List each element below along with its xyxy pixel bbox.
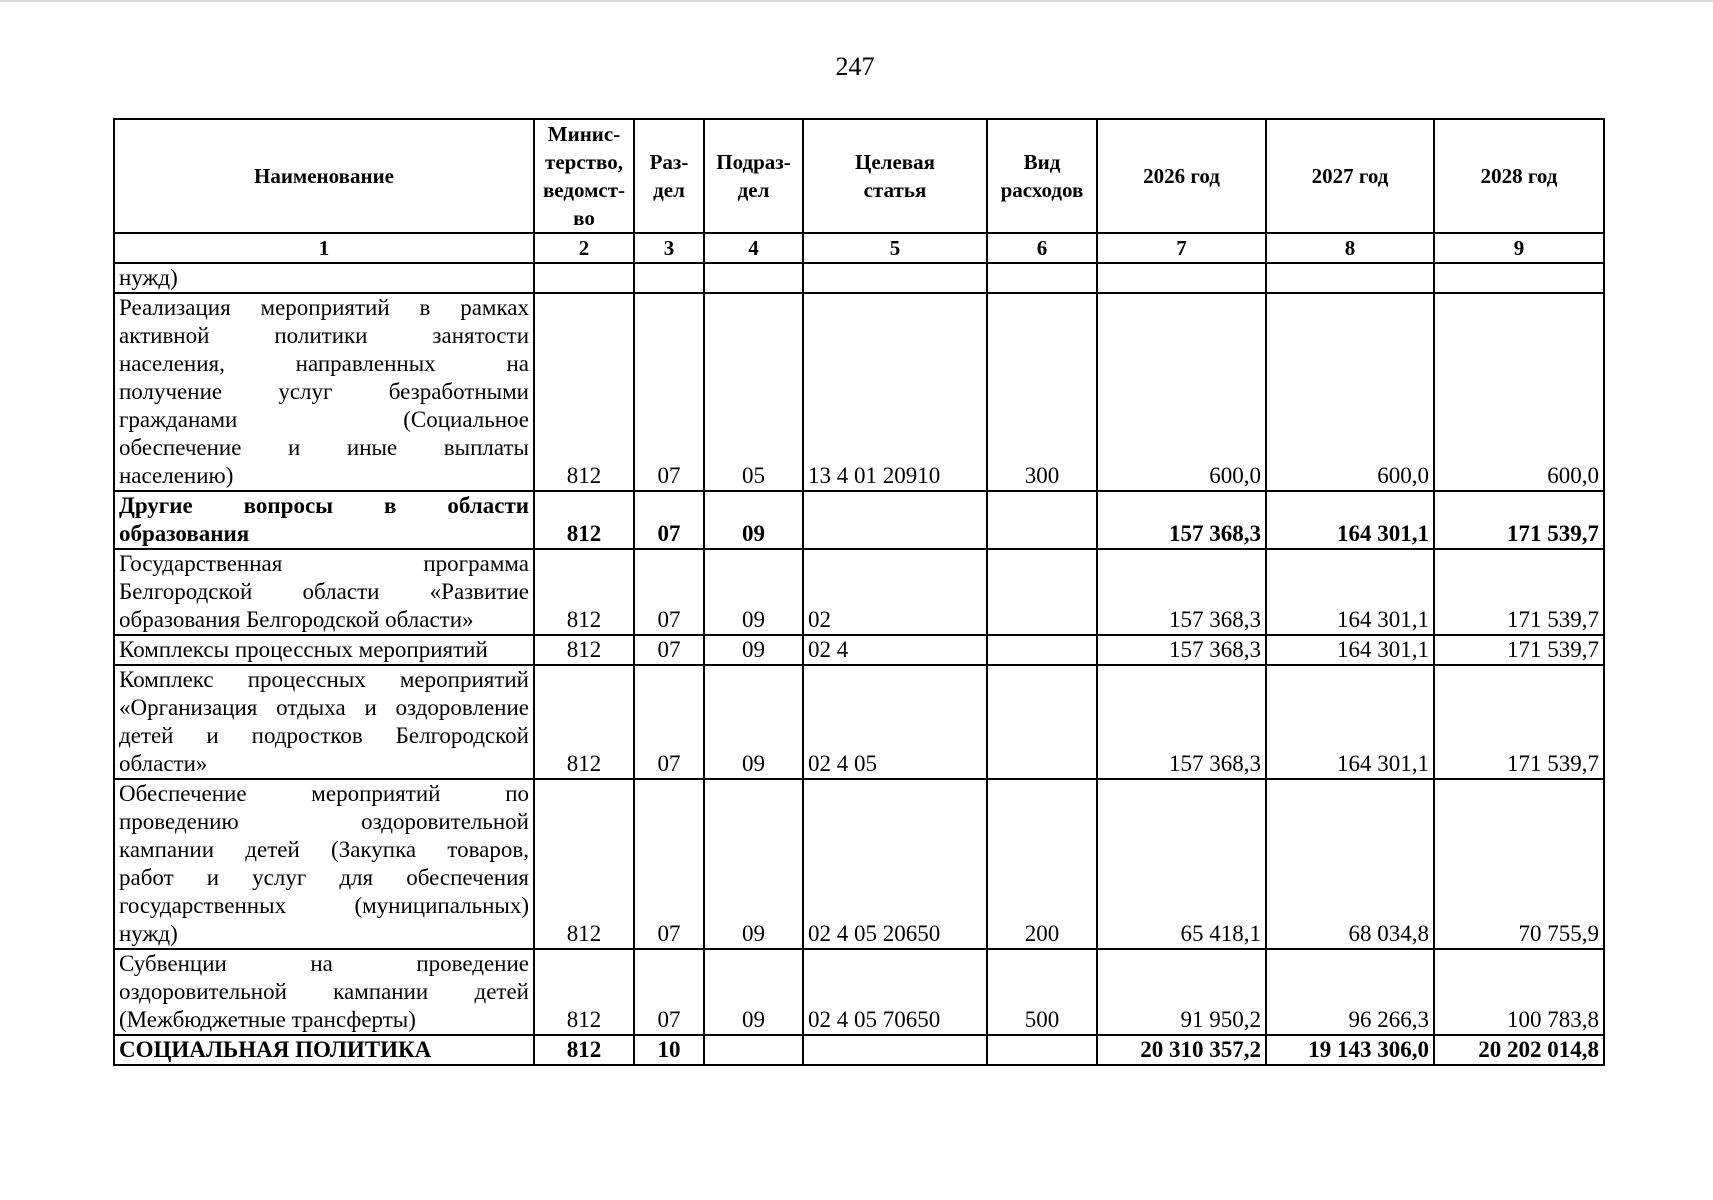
header-2026: 2026 год [1097,119,1266,233]
row-target-cell: 02 4 05 70650 [803,949,987,1035]
row-y2026-cell: 157 368,3 [1097,635,1266,665]
row-subsection-cell [704,1035,803,1065]
row-y2027-cell: 164 301,1 [1266,665,1434,779]
header-row [114,119,1604,233]
column-number: 5 [803,233,987,263]
row-y2028-cell: 20 202 014,8 [1434,1035,1604,1065]
row-y2026-cell: 157 368,3 [1097,665,1266,779]
row-y2028-cell: 70 755,9 [1434,779,1604,949]
table-row [114,635,1604,665]
row-name-line: Субвенции на проведение [119,951,529,976]
header-section: Раз- дел [634,119,704,233]
row-subsection-cell: 09 [704,549,803,635]
row-target-cell: 02 4 05 [803,665,987,779]
row-name-cell [114,549,534,635]
row-y2026-cell [1097,263,1266,293]
table-body [114,263,1604,1065]
table-row [114,1035,1604,1065]
row-type-cell [987,1035,1097,1065]
row-y2026-cell: 157 368,3 [1097,549,1266,635]
row-target-cell [803,1035,987,1065]
row-section-cell: 07 [634,549,704,635]
budget-table [113,118,1605,1066]
row-y2028-cell [1434,263,1604,293]
row-name-cell [114,491,534,549]
row-name-line: (Межбюджетные трансферты) [119,1007,416,1032]
column-number: 7 [1097,233,1266,263]
row-name-line: Другие вопросы в области [119,493,529,518]
row-name-line: Обеспечение мероприятий по [119,781,529,806]
row-ministry-cell: 812 [534,491,634,549]
column-number: 2 [534,233,634,263]
row-y2028-cell: 171 539,7 [1434,635,1604,665]
row-name-line: получение услуг безработными [119,379,529,404]
row-name-line: населения, направленных на [119,351,529,376]
header-2027: 2027 год [1266,119,1434,233]
row-name-cell [114,293,534,491]
row-y2027-cell: 19 143 306,0 [1266,1035,1434,1065]
row-target-cell [803,263,987,293]
row-y2027-cell: 164 301,1 [1266,635,1434,665]
row-section-cell [634,263,704,293]
row-name-line: работ и услуг для обеспечения [119,865,529,890]
column-number: 9 [1434,233,1604,263]
header-name: Наименование [114,119,534,233]
row-name-line: «Организация отдыха и оздоровление [119,695,529,720]
row-subsection-cell: 09 [704,949,803,1035]
row-name-line: обеспечение и иные выплаты [119,435,529,460]
row-name-line: государственных (муниципальных) [119,893,529,918]
row-y2027-cell: 600,0 [1266,293,1434,491]
top-border-line [0,0,1713,2]
row-type-cell [987,665,1097,779]
table-row [114,665,1604,779]
row-subsection-cell: 09 [704,779,803,949]
row-name-line: Белгородской области «Развитие [119,579,529,604]
row-name-line: Реализация мероприятий в рамках [119,295,529,320]
column-number: 8 [1266,233,1434,263]
row-name-line: области» [119,751,208,776]
row-type-cell [987,263,1097,293]
row-name-line: детей и подростков Белгородской [119,723,529,748]
header-target: Целевая статья [803,119,987,233]
row-y2028-cell: 171 539,7 [1434,665,1604,779]
row-subsection-cell: 09 [704,491,803,549]
row-section-cell: 07 [634,779,704,949]
header-2028: 2028 год [1434,119,1604,233]
row-y2027-cell: 68 034,8 [1266,779,1434,949]
page-number: 247 [835,52,875,81]
row-ministry-cell: 812 [534,635,634,665]
header-ministry: Минис- терство, ведомст- во [534,119,634,233]
row-type-cell: 500 [987,949,1097,1035]
column-number: 4 [704,233,803,263]
header-subsection: Подраз- дел [704,119,803,233]
row-ministry-cell: 812 [534,949,634,1035]
row-subsection-cell: 09 [704,635,803,665]
table-row [114,779,1604,949]
row-section-cell: 07 [634,293,704,491]
table-row [114,263,1604,293]
row-name-line: кампании детей (Закупка товаров, [119,837,529,862]
column-number-row [114,233,1604,263]
row-name-cell [114,779,534,949]
row-name-line: СОЦИАЛЬНАЯ ПОЛИТИКА [119,1037,432,1062]
row-subsection-cell [704,263,803,293]
row-name-line: активной политики занятости [119,323,529,348]
row-y2027-cell [1266,263,1434,293]
row-name-line: нужд) [119,265,178,290]
row-subsection-cell: 09 [704,665,803,779]
row-name-cell [114,1035,534,1065]
column-number: 3 [634,233,704,263]
row-name-cell [114,665,534,779]
row-ministry-cell [534,263,634,293]
column-number: 6 [987,233,1097,263]
row-name-cell [114,635,534,665]
column-number: 1 [114,233,534,263]
table-row [114,293,1604,491]
row-y2028-cell: 600,0 [1434,293,1604,491]
row-name-line: Комплекс процессных мероприятий [119,667,529,692]
row-y2028-cell: 171 539,7 [1434,549,1604,635]
row-y2026-cell: 65 418,1 [1097,779,1266,949]
row-name-line: образования Белгородской области» [119,607,474,632]
row-y2028-cell: 171 539,7 [1434,491,1604,549]
row-section-cell: 10 [634,1035,704,1065]
row-type-cell [987,549,1097,635]
row-type-cell [987,635,1097,665]
row-name-line: оздоровительной кампании детей [119,979,529,1004]
row-name-line: Государственная программа [119,551,529,576]
row-section-cell: 07 [634,665,704,779]
row-ministry-cell: 812 [534,779,634,949]
row-target-cell: 02 4 05 20650 [803,779,987,949]
row-y2026-cell: 20 310 357,2 [1097,1035,1266,1065]
row-target-cell [803,491,987,549]
table-row [114,549,1604,635]
row-type-cell: 300 [987,293,1097,491]
row-ministry-cell: 812 [534,665,634,779]
row-target-cell: 02 [803,549,987,635]
row-section-cell: 07 [634,635,704,665]
row-name-line: Комплексы процессных мероприятий [119,637,488,662]
table-row [114,949,1604,1035]
row-ministry-cell: 812 [534,549,634,635]
row-name-line: образования [119,521,250,546]
row-y2028-cell: 100 783,8 [1434,949,1604,1035]
row-type-cell [987,491,1097,549]
row-y2027-cell: 164 301,1 [1266,491,1434,549]
row-ministry-cell: 812 [534,1035,634,1065]
header-expense-type: Вид расходов [987,119,1097,233]
row-name-line: гражданами (Социальное [119,407,529,432]
row-target-cell: 13 4 01 20910 [803,293,987,491]
row-y2027-cell: 164 301,1 [1266,549,1434,635]
row-y2026-cell: 91 950,2 [1097,949,1266,1035]
row-target-cell: 02 4 [803,635,987,665]
row-y2027-cell: 96 266,3 [1266,949,1434,1035]
row-subsection-cell: 05 [704,293,803,491]
table-row [114,491,1604,549]
row-name-cell [114,263,534,293]
row-section-cell: 07 [634,491,704,549]
row-y2026-cell: 157 368,3 [1097,491,1266,549]
row-name-line: нужд) [119,921,178,946]
row-name-line: населению) [119,463,234,488]
row-name-cell [114,949,534,1035]
row-section-cell: 07 [634,949,704,1035]
row-ministry-cell: 812 [534,293,634,491]
row-name-line: проведению оздоровительной [119,809,529,834]
row-y2026-cell: 600,0 [1097,293,1266,491]
row-type-cell: 200 [987,779,1097,949]
